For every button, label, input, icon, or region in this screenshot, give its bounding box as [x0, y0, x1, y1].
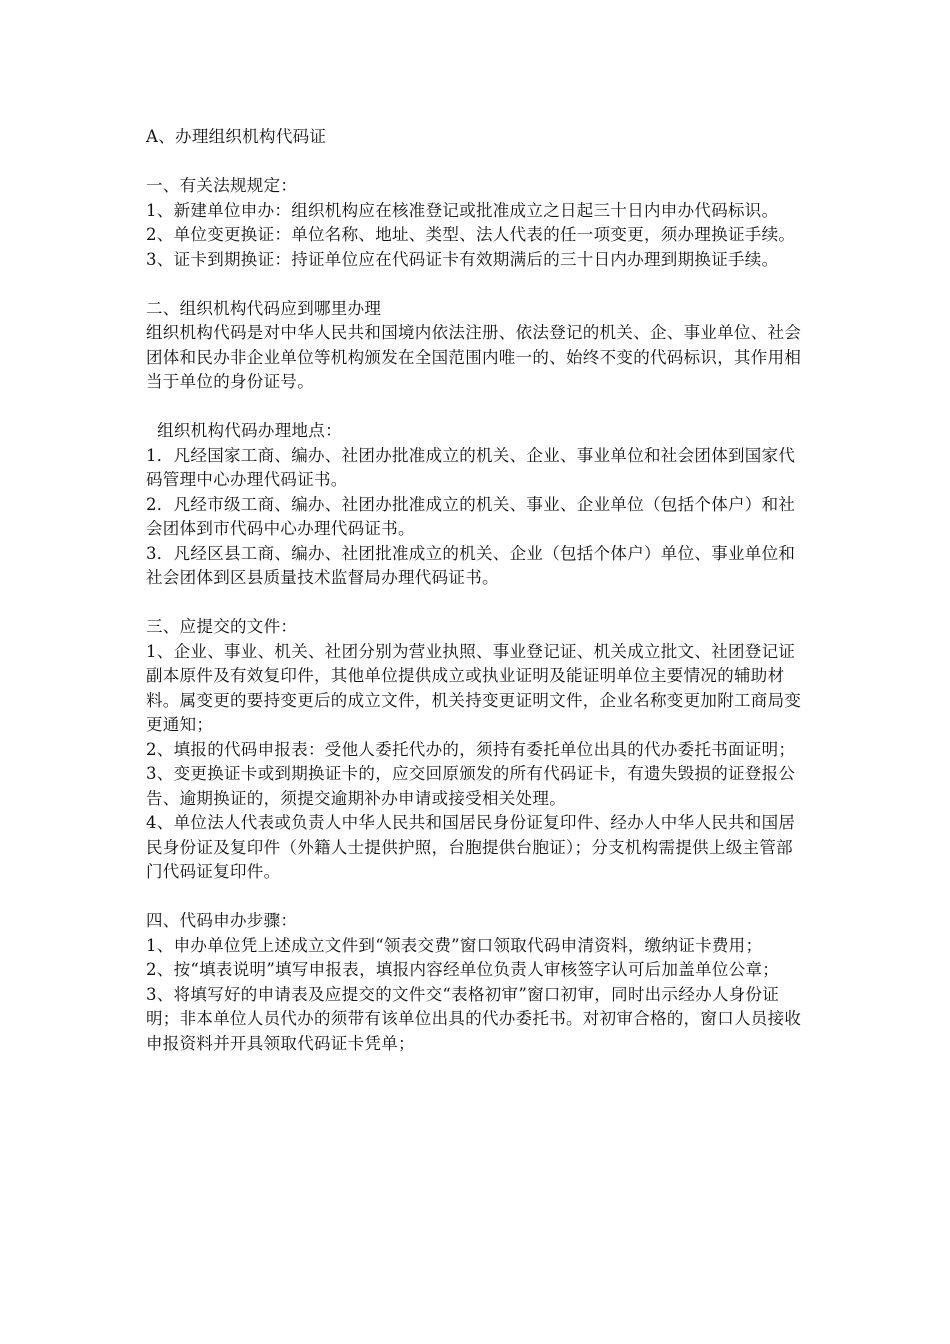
paragraph: 3、将填写好的申请表及应提交的文件交“表格初审”窗口初审，同时出示经办人身份证明；非本单位人员代办的须带有该单位出具的代办委托书。对初审合格的，窗口人员接收申报资料并开具领取代码证卡凭单；: [146, 984, 802, 1053]
section-heading: 组织机构代码办理地点：: [146, 421, 342, 440]
section-heading: 一、有关法规规定：: [146, 176, 298, 195]
paragraph: 3、变更换证卡或到期换证卡的，应交回原颁发的所有代码证卡，有遗失毁损的证登报公告、逾期换证的，须提交逾期补办申请或接受相关处理。: [146, 764, 796, 808]
section-heading: 三、应提交的文件：: [146, 617, 298, 636]
paragraph: 3、证卡到期换证：持证单位应在代码证卡有效期满后的三十日内办理到期换证手续。: [146, 249, 779, 269]
blank-line: [146, 272, 806, 297]
document-title: A、办理组织机构代码证: [146, 127, 327, 146]
blank-line: [146, 591, 806, 616]
paragraph: 4、单位法人代表或负责人中华人民共和国居民身份证复印件、经办人中华人民共和国居民身份证及复印件（外籍人士提供护照，台胞提供台胞证）；分支机构需提供上级主管部门代码证复印件。: [146, 813, 796, 881]
blank-line: [146, 885, 806, 910]
paragraph: 2、填报的代码申报表：受他人委托代办的，须持有委托单位出具的代办委托书面证明；: [146, 739, 796, 759]
paragraph: 1、新建单位申办：组织机构应在核准登记或批准成立之日起三十日内申办代码标识。: [146, 200, 779, 220]
paragraph: 1．凡经国家工商、编办、社团办批准成立的机关、企业、事业单位和社会团体到国家代码管理中心办理代码证书。: [146, 445, 796, 489]
blank-line: [146, 395, 806, 420]
paragraph: 3．凡经区县工商、编办、社团批准成立的机关、企业（包括个体户）单位、事业单位和社会团体到区县质量技术监督局办理代码证书。: [146, 543, 796, 587]
paragraph: 1、申办单位凭上述成立文件到“领表交费”窗口领取代码申清资料，缴纳证卡费用；: [146, 935, 763, 955]
section-heading: 二、组织机构代码应到哪里办理: [146, 298, 382, 318]
paragraph: 组织机构代码是对中华人民共和国境内依法注册、依法登记的机关、企、事业单位、社会团体和民办非企业单位等机构颁发在全国范围内唯一的、始终不变的代码标识，其作用相当于单位的身份证号。: [146, 323, 802, 391]
paragraph: 2、单位变更换证：单位名称、地址、类型、法人代表的任一项变更，须办理换证手续。: [146, 225, 796, 244]
paragraph: 1、企业、事业、机关、社团分别为营业执照、事业登记证、机关成立批文、社团登记证副本原件及有效复印件，其他单位提供成立或执业证明及能证明单位主要情况的辅助材料。属变更的要持变更后的成立文件，机关持变更证明文件，企业名称变更加附工商局变更通知；: [146, 641, 802, 734]
section-heading: 四、代码申办步骤：: [146, 911, 298, 930]
blank-line: [146, 150, 806, 175]
paragraph: 2．凡经市级工商、编办、社团办批准成立的机关、事业、企业单位（包括个体户）和社会团体到市代码中心办理代码证书。: [146, 494, 796, 538]
document-body: [146, 125, 806, 1056]
paragraph: 2、按“填表说明”填写申报表，填报内容经单位负责人审核签字认可后加盖单位公章；: [146, 960, 780, 979]
